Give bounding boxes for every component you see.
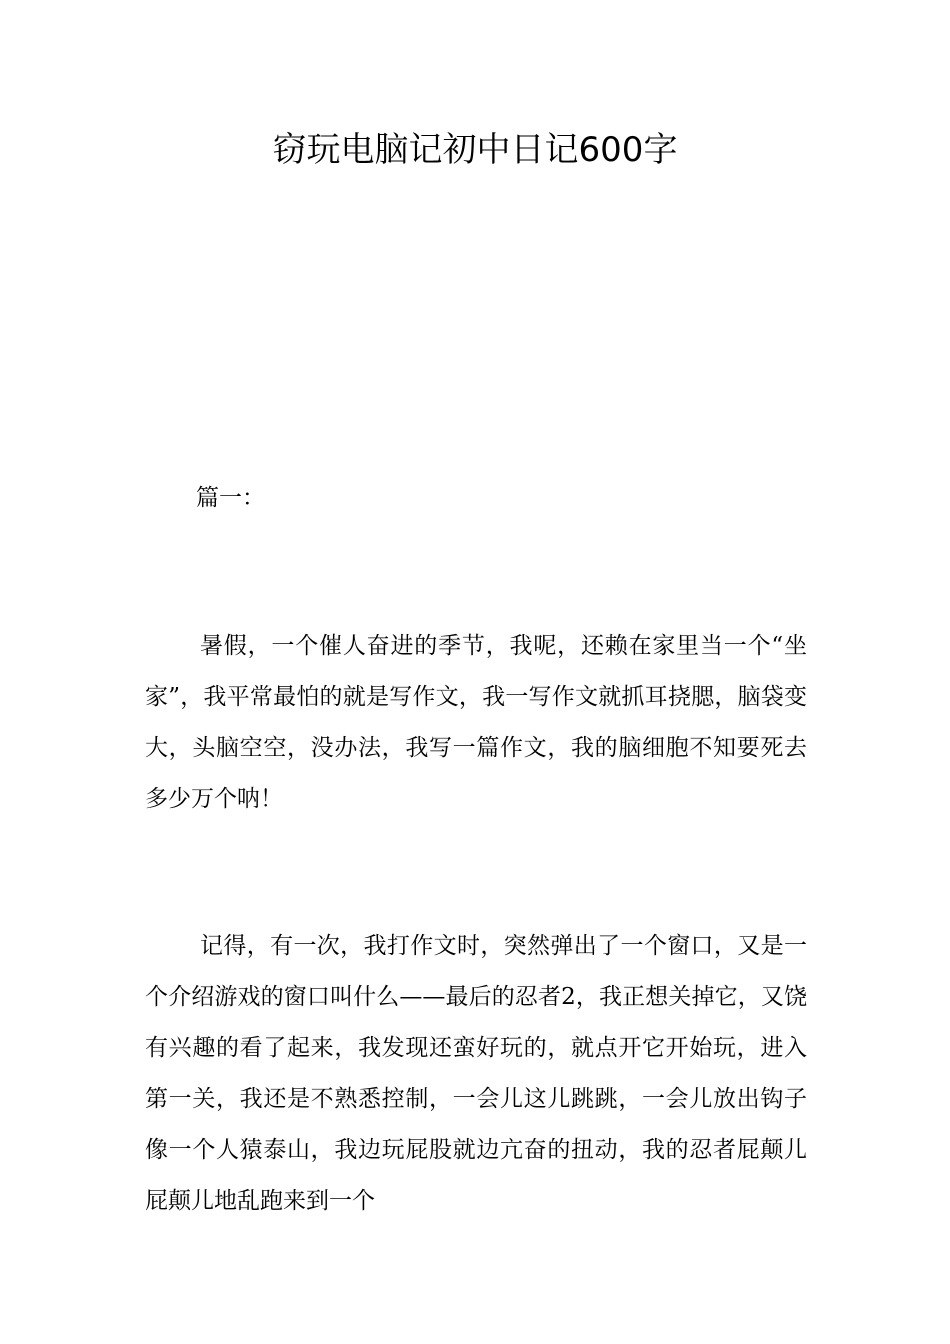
section-heading: 篇一： [196,485,265,511]
paragraph-2: 记得，有一次，我打作文时，突然弹出了一个窗口，又是一个介绍游戏的窗口叫什么——最后的忍者2，我正想关掉它，又饶有兴趣的看了起来，我发现还蛮好玩的，就点开它开始玩，进入第一关，我还是不熟悉控制，一会儿这儿跳跳，一会儿放出钩子像一个人猿泰山，我边玩屁股就边亢奋的扭动，我的忍者屁颠儿屁颠儿地乱跑来到一个 [145,933,807,1214]
document-title: 窃玩电脑记初中日记600字 [272,130,678,170]
paragraph-1: 暑假，一个催人奋进的季节，我呢，还赖在家里当一个“坐家”，我平常最怕的就是写作文，我一写作文就抓耳挠腮，脑袋变大，头脑空空，没办法，我写一篇作文，我的脑细胞不知要死去多少万个呐！ [145,633,807,812]
